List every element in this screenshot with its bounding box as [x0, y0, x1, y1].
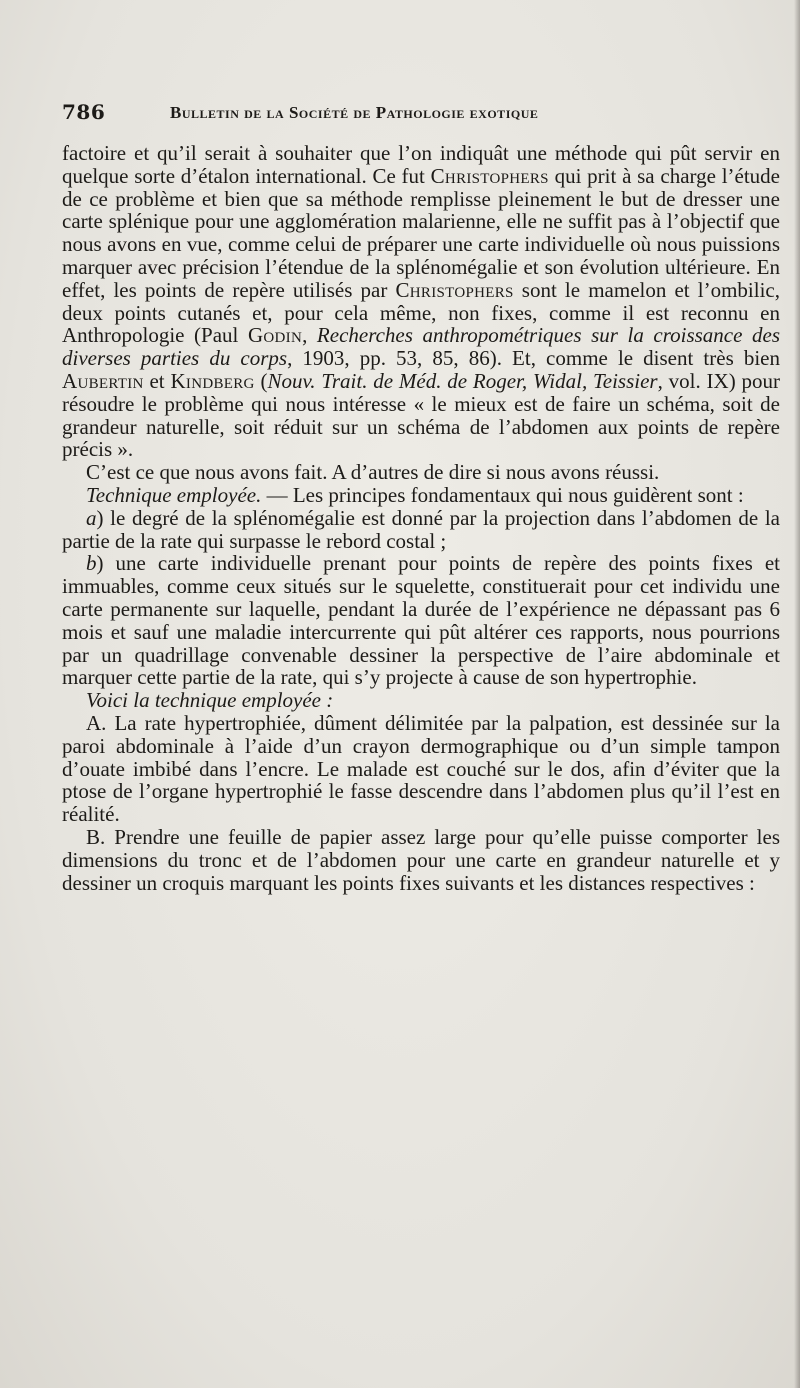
text-run: factoire et qu’il serait à souhaiter que l’on indiquât une méthode qui pût servir en quelque sorte d’étalon international. Ce fut	[62, 141, 780, 188]
page-header	[62, 100, 738, 126]
page-edge-shadow	[794, 0, 800, 1388]
text-run: sont le mamelon et l’ombilic, deux points cutanés et, pour cela même, non fixes, comme il est reconnu en Anthropologie (Paul	[62, 277, 780, 348]
italic-intro: Voici la technique employée :	[86, 688, 334, 713]
list-item-a	[62, 507, 780, 553]
body-text	[62, 142, 780, 894]
text-run: qui prit à sa charge l’étude de ce problème et bien que sa méthode remplisse pleinement le but de dresser une carte splénique pour une agglomération malarienne, elle ne suffit pas à l’objectif que nous avons en vue, comme celui de préparer une carte individuelle où nous puissions marquer avec précision l’étendue de la splénomégalie et son évolution ultérieure. En effet, les points de repère utilisés par	[62, 163, 780, 302]
text-run: , vol. IX) pour résoudre le problème qui nous intéresse « le mieux est de faire un schéma, soit de grandeur naturelle, soit réduit sur un schéma de l’abdomen aux points de repère précis ».	[62, 368, 781, 462]
text-run: ) une carte individuelle prenant pour points de repère des points fixes et immuables, comme ceux situés sur le squelette, constituerait pour cet individu une carte permanente sur laquelle, pendant la durée de l’expérience ne dépassant pas 6 mois et sauf une maladie intercurrente qui pût altérer ces rapports, nous pourrions par un quadrillage convenable dessiner la perspective de l’aire abdominale et marquer cette partie de la rate, qui s’y projecte à cause de son hypertrophie.	[62, 551, 780, 690]
text-run: ) le degré de la splénomégalie est donné par la projection dans l’abdomen de la partie de la rate qui surpasse le rebord costal ;	[62, 505, 780, 553]
work-title: Nouv. Trait. de Méd. de Roger, Widal, Teissier	[267, 368, 658, 393]
paragraph-1	[62, 142, 780, 461]
text-run: et	[143, 368, 171, 393]
text-run: , 1903, pp. 53, 85, 86). Et, comme le disent très bien	[287, 346, 780, 371]
author-name: Godin	[247, 323, 303, 348]
page-number: 786	[62, 100, 106, 124]
section-heading: Technique employée.	[86, 482, 262, 507]
work-title: Recherches anthropométriques sur la croissance des diverses parties du corps	[62, 323, 780, 371]
author-name: Kindberg	[170, 368, 255, 393]
paragraph-technique	[62, 689, 780, 712]
list-item-b	[62, 552, 780, 689]
running-title: Bulletin de la Société de Pathologie exotique	[170, 103, 539, 122]
text-run: — Les principes fondamentaux qui nous guidèrent sont :	[261, 482, 744, 507]
paragraph-3	[62, 484, 780, 507]
text-run: ,	[302, 323, 317, 348]
text-run: (	[254, 368, 268, 393]
author-name: Christophers	[395, 277, 514, 302]
author-name: Christophers	[430, 163, 549, 188]
list-marker: b	[86, 551, 97, 576]
step-a: A. La rate hypertrophiée, dûment délimitée par la palpation, est dessinée sur la paroi abdominale à l’aide d’un crayon dermographique ou d’un simple tampon d’ouate imbibé dans l’encre. Le malade est couché sur le dos, afin d’éviter que la ptose de l’organe hypertrophié le fasse descendre dans l’abdomen plus qu’il l’est en réalité.	[62, 710, 780, 827]
author-name: Aubertin	[62, 368, 144, 393]
step-b: B. Prendre une feuille de papier assez large pour qu’elle puisse comporter les dimensions du tronc et de l’abdomen pour une carte en grandeur naturelle et y dessiner un croquis marquant les points fixes suivants et les distances respectives :	[62, 824, 780, 895]
paragraph-2: C’est ce que nous avons fait. A d’autres de dire si nous avons réussi.	[86, 460, 660, 485]
list-marker: a	[86, 505, 97, 530]
